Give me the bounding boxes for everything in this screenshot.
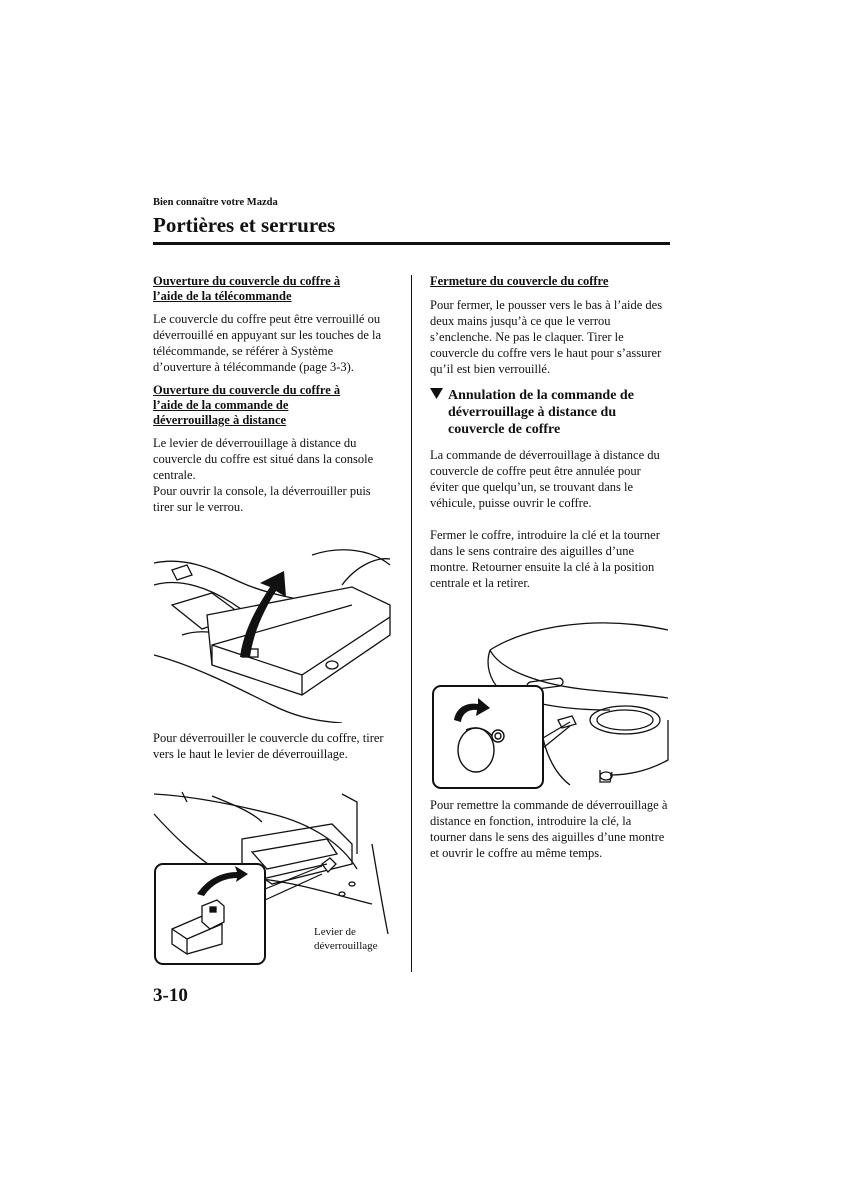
section-body-cancel-intro: La commande de déverrouillage à distance du couvercle de coffre peut être annulée pour éviter que quelqu’un, se trouvant dans le véhicule, puisse ouvrir le coffre. <box>430 448 660 510</box>
section-body-lever-location: Le levier de déverrouillage à distance du couvercle du coffre est situé dans la console centrale. <box>153 436 374 482</box>
page-number: 3-10 <box>153 985 188 1006</box>
title-rule <box>153 242 670 245</box>
right-column-top <box>430 274 670 591</box>
figure-trunk-key <box>430 610 670 792</box>
section-heading-remote-open <box>153 274 393 304</box>
section-body-remote-open: Le couvercle du coffre peut être verrouillé ou déverrouillé en appuyant sur les touches de la télécommande, se référer à Système d’ouverture à télécommande (page 3-3). <box>153 312 382 374</box>
right-column-bottom <box>430 797 670 861</box>
column-divider <box>411 275 412 972</box>
section-body-restore: Pour remettre la commande de déverrouillage à distance en fonction, introduire la clé, la tourner dans le sens des aiguilles d’une montre et ouvrir le coffre au même temps. <box>430 798 668 860</box>
heading-line: l’aide de la télécommande <box>153 289 292 303</box>
left-column-middle <box>153 730 393 762</box>
heading-line: déverrouillage à distance <box>153 413 287 427</box>
page-title: Portières et serrures <box>153 213 336 237</box>
section-heading-release-lever <box>153 383 393 428</box>
heading-line: Ouverture du couvercle du coffre à <box>153 383 341 397</box>
section-body-closing: Pour fermer, le pousser vers le bas à l’aide des deux mains jusqu’à ce que le verrou s’enclenche. Ne pas le claquer. Tirer le couvercle du coffre vers le haut pour s’assurer qu’il est bien verrouillé. <box>430 298 663 376</box>
heading-line: Ouverture du couvercle du coffre à <box>153 274 341 288</box>
section-heading-closing: Fermeture du couvercle du coffre <box>430 274 609 288</box>
callout-release-lever: Levier de déverrouillage <box>314 926 378 952</box>
section-heading-text: Annulation de la commande de déverrouillage à distance du couvercle de coffre <box>448 388 634 437</box>
breadcrumb: Bien connaître votre Mazda <box>153 197 278 208</box>
section-heading-cancel-release <box>430 387 670 438</box>
heading-line: l’aide de la commande de <box>153 398 289 412</box>
section-body-open-console: Pour ouvrir la console, la déverrouiller puis tirer sur le verrou. <box>153 484 371 514</box>
section-body-cancel-steps: Fermer le coffre, introduire la clé et la tourner dans le sens contraire des aiguilles d’une montre. Retourner ensuite la clé à la position centrale et la retirer. <box>430 528 660 590</box>
triangle-down-icon <box>430 387 448 438</box>
figure-console-open <box>152 545 392 723</box>
section-body-pull-lever: Pour déverrouiller le couvercle du coffre, tirer vers le haut le levier de déverrouillage. <box>153 731 384 761</box>
left-column-top <box>153 274 393 515</box>
